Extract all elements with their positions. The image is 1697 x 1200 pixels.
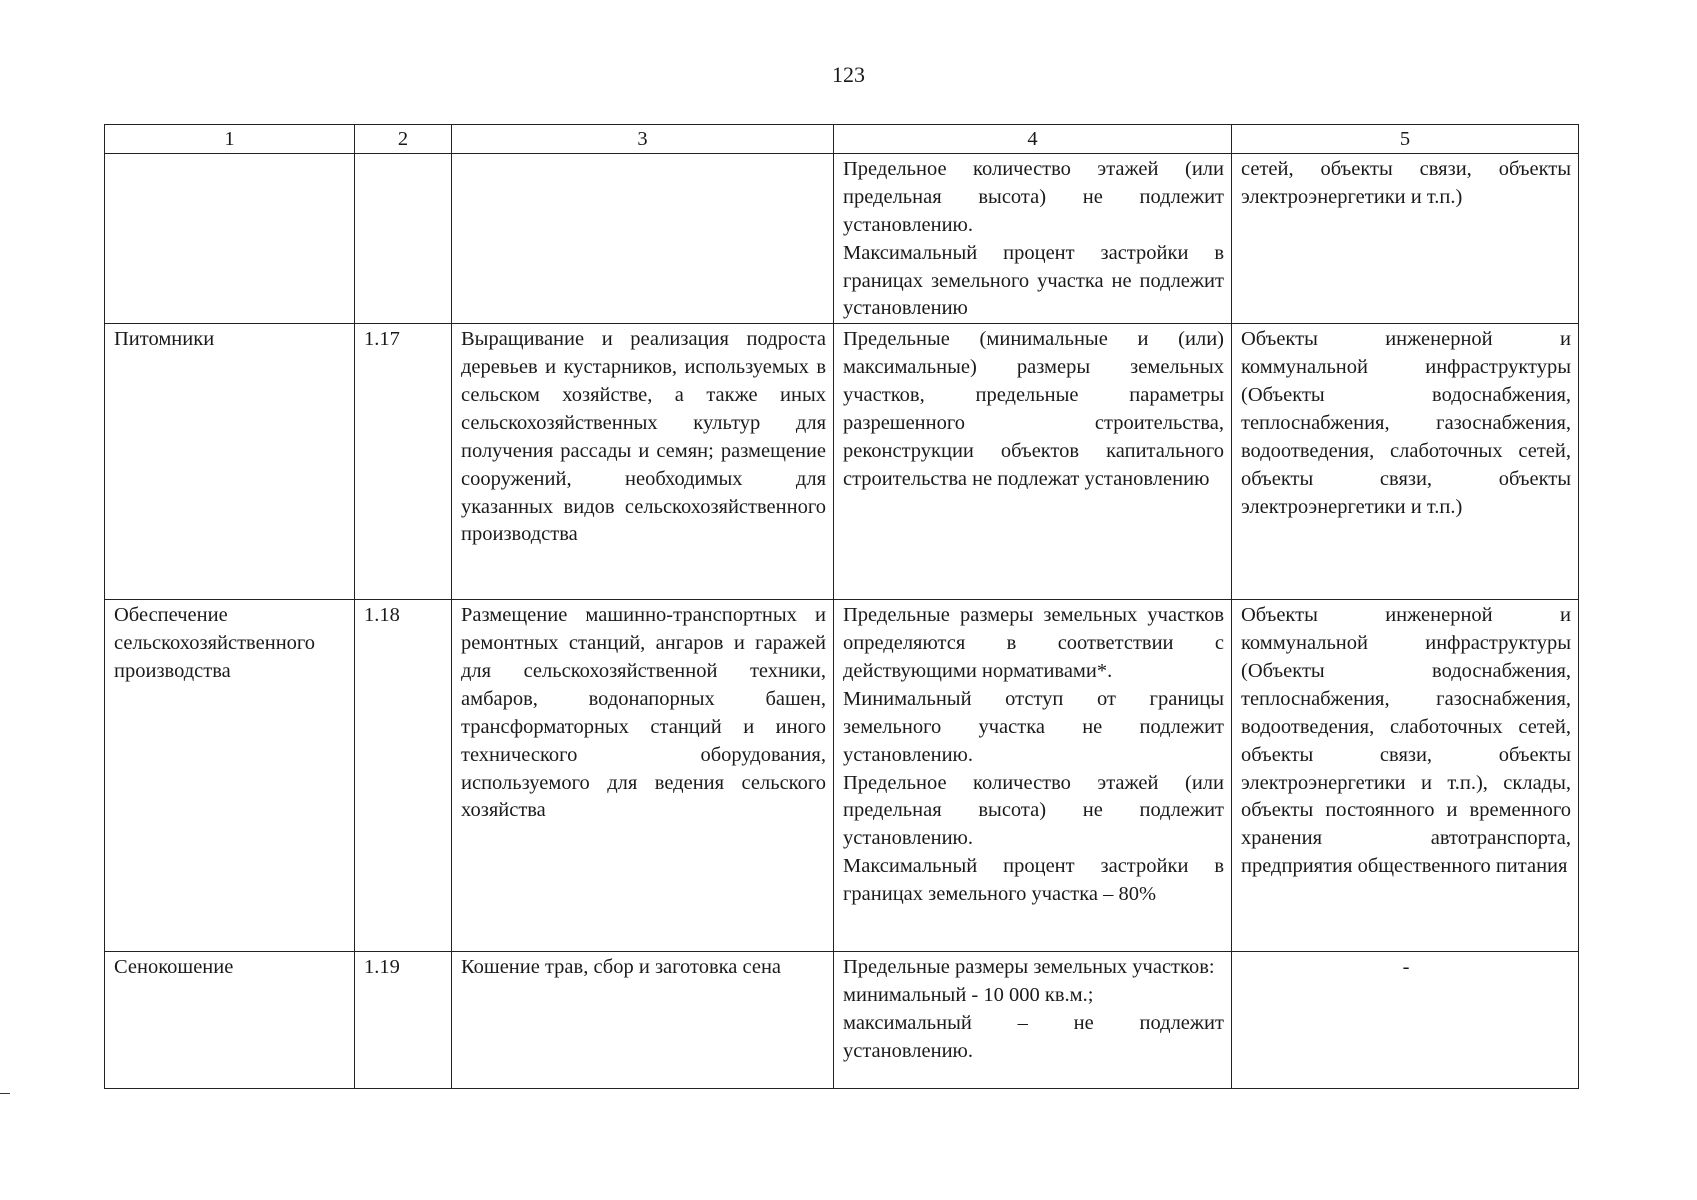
use-description-cell: Кошение трав, сбор и заготовка сена [452, 952, 834, 1089]
params-cell [834, 154, 1232, 324]
auxiliary-uses-cell: - [1232, 952, 1579, 1089]
params-paragraph: Максимальный процент застройки в границах земельного участка – 80% [843, 855, 1224, 905]
page-number: 123 [832, 62, 865, 87]
land-use-table [104, 124, 1579, 1089]
params-paragraph: Минимальный отступ от границы земельного участка не подлежит установлению. [843, 687, 1224, 766]
use-description-cell: Выращивание и реализация подроста деревьев и кустарников, используемых в сельском хозяйстве, а также иных сельскохозяйственных культур для получения рассады и семян; размещение сооружений, необходимых для указанных видов сельскохозяйственного производства [452, 324, 834, 600]
use-description-cell [452, 154, 834, 324]
table-row [105, 600, 1579, 952]
use-code-cell: 1.18 [355, 600, 452, 952]
params-cell [834, 952, 1232, 1089]
params-cell [834, 324, 1232, 600]
table-row [105, 154, 1579, 324]
column-header: 3 [452, 125, 834, 154]
column-header: 5 [1232, 125, 1579, 154]
column-header: 2 [355, 125, 452, 154]
table-header-row [105, 125, 1579, 154]
use-name-cell: Питомники [105, 324, 355, 600]
use-name-cell: Обеспечение сельскохозяйственного производства [105, 600, 355, 952]
use-code-cell [355, 154, 452, 324]
table-row [105, 324, 1579, 600]
params-paragraph: Максимальный процент застройки в границах земельного участка не подлежит установлению [843, 241, 1224, 320]
column-header: 1 [105, 125, 355, 154]
params-paragraph: Предельные размеры земельных участков: [843, 956, 1215, 979]
auxiliary-uses-cell: Объекты инженерной и коммунальной инфраструктуры (Объекты водоснабжения, теплоснабжения, газоснабжения, водоотведения, слаботочных сетей, объекты связи, объекты электроэнергетики и т.п.) [1232, 324, 1579, 600]
use-code-cell: 1.19 [355, 952, 452, 1089]
params-paragraph: Предельное количество этажей (или предельная высота) не подлежит установлению. [843, 158, 1224, 236]
params-paragraph: Предельное количество этажей (или предельная высота) не подлежит установлению. [843, 771, 1224, 850]
use-description-cell: Размещение машинно-транспортных и ремонтных станций, ангаров и гаражей для сельскохозяйственной техники, амбаров, водонапорных башен, трансформаторных станций и иного технического оборудования, используемого для ведения сельского хозяйства [452, 600, 834, 952]
use-name-cell [105, 154, 355, 324]
table-row [105, 952, 1579, 1089]
params-paragraph: максимальный – не подлежит установлению. [843, 1012, 1224, 1062]
scan-edge-mark [0, 1093, 10, 1094]
params-paragraph: минимальный - 10 000 кв.м.; [843, 984, 1094, 1007]
params-paragraph: Предельные размеры земельных участков определяются в соответствии с действующими нормативами*. [843, 604, 1224, 682]
column-header: 4 [834, 125, 1232, 154]
params-paragraph: Предельные (минимальные и (или) максимальные) размеры земельных участков, предельные параметры разрешенного строительства, реконструкции объектов капитального строительства не подлежат установлению [843, 328, 1224, 490]
use-code-cell: 1.17 [355, 324, 452, 600]
auxiliary-uses-cell: сетей, объекты связи, объекты электроэнергетики и т.п.) [1232, 154, 1579, 324]
params-cell [834, 600, 1232, 952]
use-name-cell: Сенокошение [105, 952, 355, 1089]
auxiliary-uses-cell: Объекты инженерной и коммунальной инфраструктуры (Объекты водоснабжения, теплоснабжения, газоснабжения, водоотведения, слаботочных сетей, объекты связи, объекты электроэнергетики и т.п.), склады, объекты постоянного и временного хранения автотранспорта, предприятия общественного питания [1232, 600, 1579, 952]
